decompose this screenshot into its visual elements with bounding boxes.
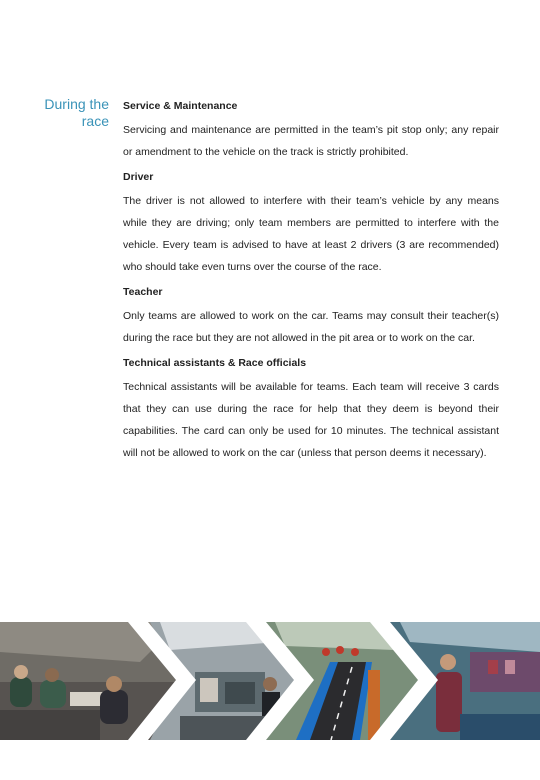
block-heading: Driver [123, 171, 154, 183]
block-body: Only teams are allowed to work on the car. Teams may consult their teacher(s) during the race but they are not allowed in the pit area or to work on the car. [123, 310, 499, 344]
block-teacher [123, 284, 499, 349]
block-heading: Service & Maintenance [123, 100, 238, 112]
block-body: Servicing and maintenance are permitted in the team’s pit stop only; any repair or amendment to the vehicle on the track is strictly prohibited. [123, 124, 499, 158]
section-title-line-2: race [81, 113, 109, 129]
section-title [20, 96, 109, 130]
block-body: The driver is not allowed to interfere with their team’s vehicle by any means while they are driving; only team members are permitted to interfere with the vehicle. Every team is advised to have at least 2 drivers (3 are recommended) who should take even turns over the course of the race. [123, 195, 499, 273]
rules-content [123, 98, 499, 470]
block-body: Technical assistants will be available for teams. Each team will receive 3 cards that they can use during the race for help that they deem is beyond their capabilities. The card can only be used for 10 minutes. The technical assistant will not be allowed to work on the car (unless that person deems it necessary). [123, 381, 499, 459]
block-heading: Teacher [123, 286, 163, 298]
photo-strip [0, 622, 540, 740]
block-heading: Technical assistants & Race officials [123, 357, 307, 369]
block-service-maintenance [123, 98, 499, 163]
block-technical-assistants [123, 355, 499, 464]
section-title-line-1: During the [44, 96, 109, 112]
block-driver [123, 169, 499, 278]
